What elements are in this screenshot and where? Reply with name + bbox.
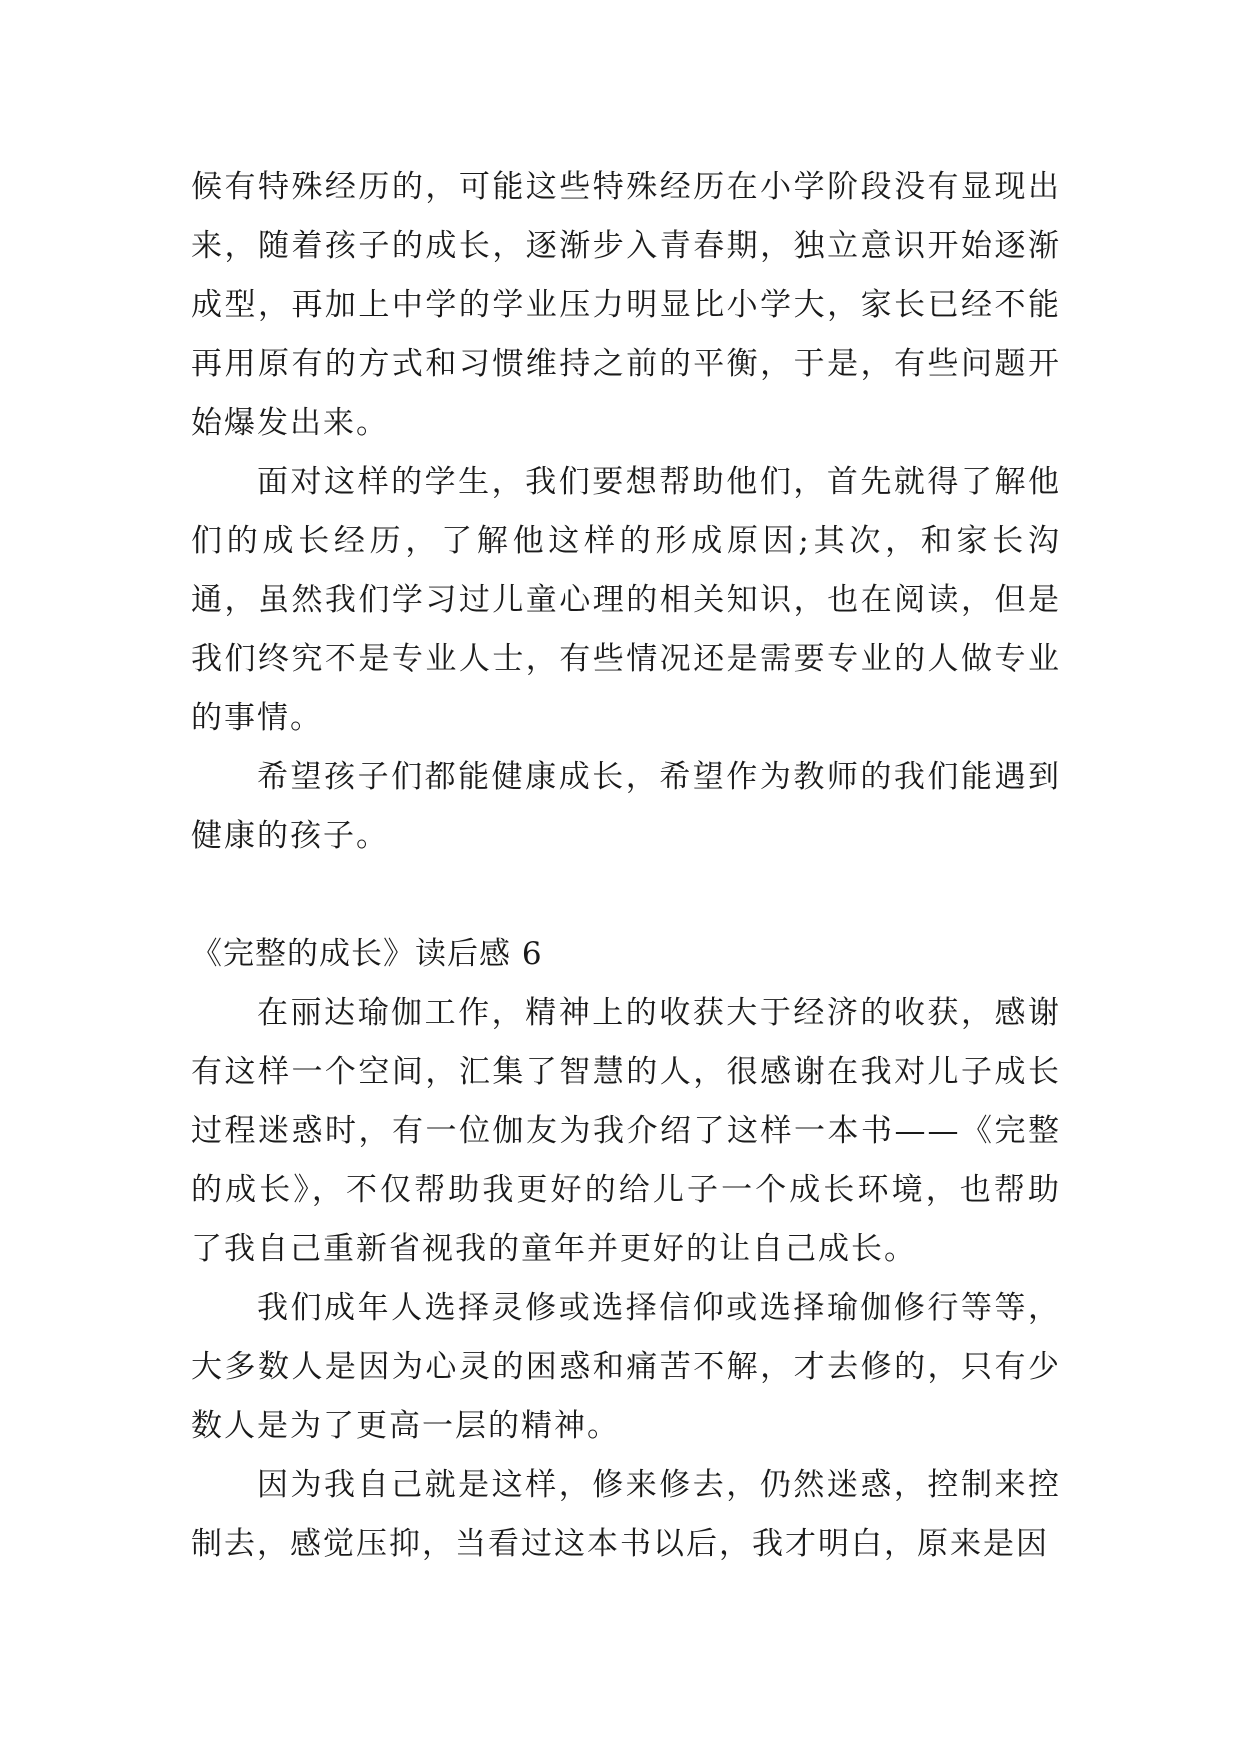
document-page — [191, 158, 1061, 1574]
paragraph: 我们成年人选择灵修或选择信仰或选择瑜伽修行等等，大多数人是因为心灵的困惑和痛苦不解，才去修的，只有少数人是为了更高一层的精神。 — [191, 1290, 1061, 1444]
paragraph: 希望孩子们都能健康成长，希望作为教师的我们能遇到健康的孩子。 — [191, 759, 1061, 854]
paragraph: 面对这样的学生，我们要想帮助他们，首先就得了解他们的成长经历，了解他这样的形成原因;其次，和家长沟通，虽然我们学习过儿童心理的相关知识，也在阅读，但是我们终究不是专业人士，有些情况还是需要专业的人做专业的事情。 — [191, 464, 1061, 736]
paragraph: 在丽达瑜伽工作，精神上的收获大于经济的收获，感谢有这样一个空间，汇集了智慧的人，很感谢在我对儿子成长过程迷惑时，有一位伽友为我介绍了这样一本书——《完整的成长》，不仅帮助我更好的给儿子一个成长环境，也帮助了我自己重新省视我的童年并更好的让自己成长。 — [191, 995, 1061, 1267]
paragraph-continued: 候有特殊经历的，可能这些特殊经历在小学阶段没有显现出来，随着孩子的成长，逐渐步入青春期，独立意识开始逐渐成型，再加上中学的学业压力明显比小学大，家长已经不能再用原有的方式和习惯维持之前的平衡，于是，有些问题开始爆发出来。 — [191, 169, 1061, 441]
section-spacer — [191, 866, 1061, 925]
paragraph: 因为我自己就是这样，修来修去，仍然迷惑，控制来控制去，感觉压抑，当看过这本书以后，我才明白，原来是因 — [191, 1467, 1061, 1562]
section-heading: 《完整的成长》读后感 6 — [191, 936, 543, 972]
